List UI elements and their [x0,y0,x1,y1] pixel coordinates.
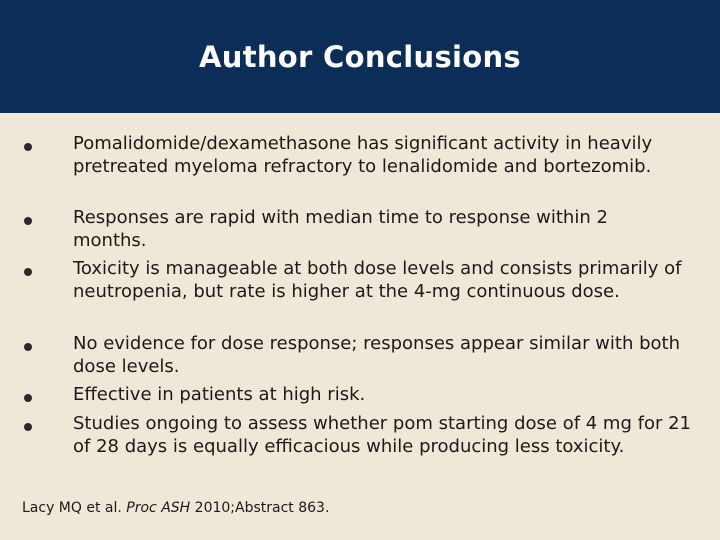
citation-journal: Proc ASH [126,500,191,516]
bullet-dot-icon [24,143,32,151]
bullet-text: Studies ongoing to assess whether pom starting dose of 4 mg for 21 of 28 days is equally efficacious while producing less toxicity. [73,413,691,458]
bullet-dot-icon [24,343,32,351]
bullet-dot-icon [24,394,32,402]
title-banner [0,0,720,113]
bullet-text: Responses are rapid with median time to response within 2 months. [73,207,608,252]
bullet-dot-icon [24,268,32,276]
bullet-dot-icon [24,423,32,431]
bullet-text: No evidence for dose response; responses appear similar with both dose levels. [73,333,680,378]
citation [22,500,329,516]
citation-authors: Lacy MQ et al. [22,500,122,516]
bullet-text: Pomalidomide/dexamethasone has significant activity in heavily pretreated myeloma refractory to lenalidomide and bortezomib. [73,133,653,178]
bullet-text: Effective in patients at high risk. [73,384,366,405]
slide-title: Author Conclusions [199,40,521,74]
bullet-text: Toxicity is manageable at both dose levels and consists primarily of neutropenia, but rate is higher at the 4-mg continuous dose. [73,258,682,303]
citation-details: 2010;Abstract 863. [194,500,330,516]
bullet-dot-icon [24,217,32,225]
